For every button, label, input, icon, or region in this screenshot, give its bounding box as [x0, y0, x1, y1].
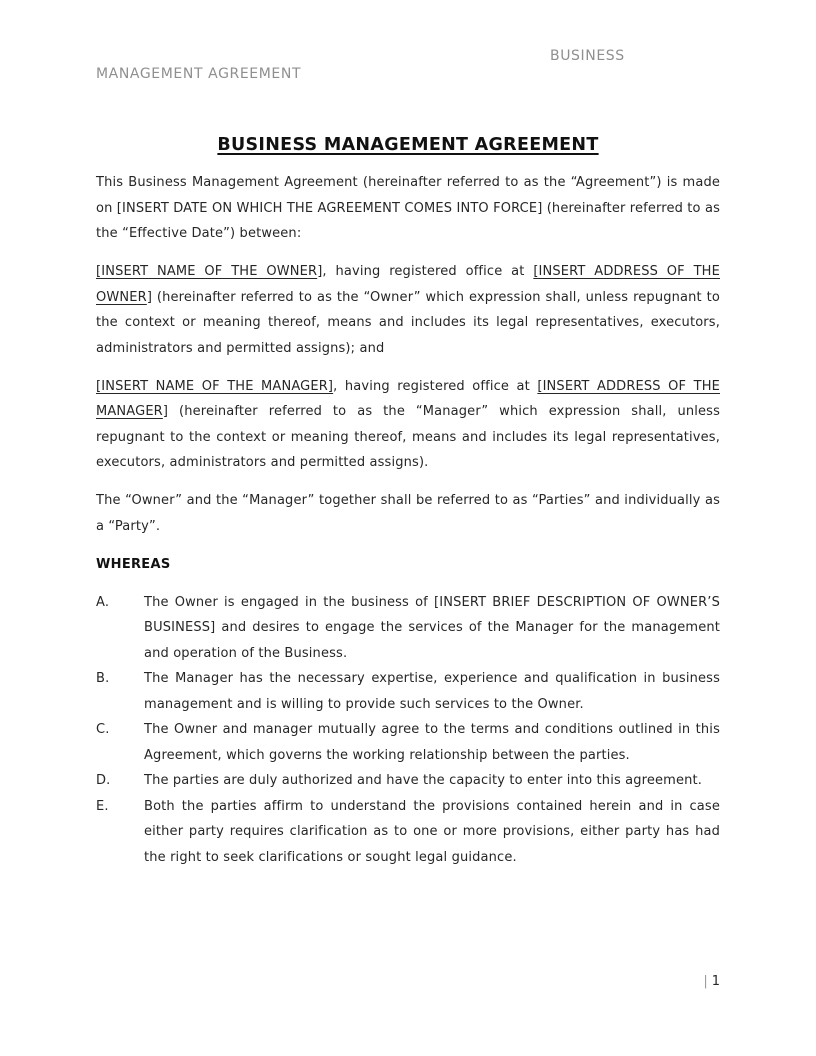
- recital-text: The parties are duly authorized and have the capacity to enter into this agreement.: [144, 773, 703, 788]
- recitals-list: [96, 590, 720, 871]
- owner-clause-paragraph: [96, 259, 720, 361]
- document-title: BUSINESS MANAGEMENT AGREEMENT: [217, 135, 599, 155]
- manager-name-placeholder: [INSERT NAME OF THE MANAGER]: [96, 378, 334, 394]
- recital-item-e: [96, 794, 720, 871]
- manager-address-placeholder: [INSERT ADDRESS OF THE MANAGER: [96, 378, 720, 419]
- owner-address-placeholder: [INSERT ADDRESS OF THE OWNER: [96, 264, 720, 305]
- recital-item-a: [96, 590, 720, 667]
- page-number: 1: [711, 974, 720, 989]
- recital-text: The Manager has the necessary expertise, experience and qualification in business management and is willing to provide such services to the Owner.: [144, 671, 720, 712]
- manager-clause-text: , having registered office at: [333, 378, 538, 394]
- recital-marker: E.: [96, 798, 109, 814]
- manager-clause-paragraph: [96, 374, 720, 476]
- page-header-line-1: BUSINESS: [550, 48, 625, 64]
- recital-text: The Owner and manager mutually agree to the terms and conditions outlined in this Agreement, which governs the working relationship between the parties.: [144, 722, 720, 763]
- recital-item-b: [96, 666, 720, 717]
- owner-clause-text-tail: ] (hereinafter referred to as the “Owner” which expression shall, unless repugnant to the context or meaning thereof, means and includes its legal representatives, executors, administrators and permitted assigns); and: [96, 289, 720, 356]
- recital-marker: C.: [96, 722, 110, 737]
- manager-clause-text-tail: ] (hereinafter referred to as the “Manager” which expression shall, unless repugnant to the context or meaning thereof, means and includes its legal representatives, executors, administrators and permitted assigns).: [96, 404, 720, 470]
- document-body: [96, 132, 720, 870]
- recital-item-c: [96, 717, 720, 768]
- recital-marker: A.: [96, 594, 110, 610]
- parties-clause-paragraph: The “Owner” and the “Manager” together shall be referred to as “Parties” and individually as a “Party”.: [96, 493, 720, 534]
- recital-marker: B.: [96, 671, 110, 686]
- page-header-line-2: MANAGEMENT AGREEMENT: [96, 66, 302, 82]
- page-footer: [703, 973, 720, 991]
- recital-item-d: [96, 768, 720, 794]
- owner-name-placeholder: [INSERT NAME OF THE OWNER: [96, 264, 318, 279]
- footer-separator: |: [703, 974, 708, 989]
- owner-clause-text: ], having registered office at: [317, 264, 534, 279]
- whereas-heading: WHEREAS: [96, 556, 171, 572]
- recital-text: The Owner is engaged in the business of [INSERT BRIEF DESCRIPTION OF OWNER’S BUSINESS] and desires to engage the services of the Manager for the management and operation of the Business.: [144, 594, 720, 661]
- recital-marker: D.: [96, 773, 111, 788]
- intro-paragraph: This Business Management Agreement (hereinafter referred to as the “Agreement”) is made on [INSERT DATE ON WHICH THE AGREEMENT COMES INTO FORCE] (hereinafter referred to as the “Effective Date”) between:: [96, 175, 720, 241]
- recital-text: Both the parties affirm to understand the provisions contained herein and in case either party requires clarification as to one or more provisions, either party has had the right to seek clarifications or sought legal guidance.: [144, 798, 720, 865]
